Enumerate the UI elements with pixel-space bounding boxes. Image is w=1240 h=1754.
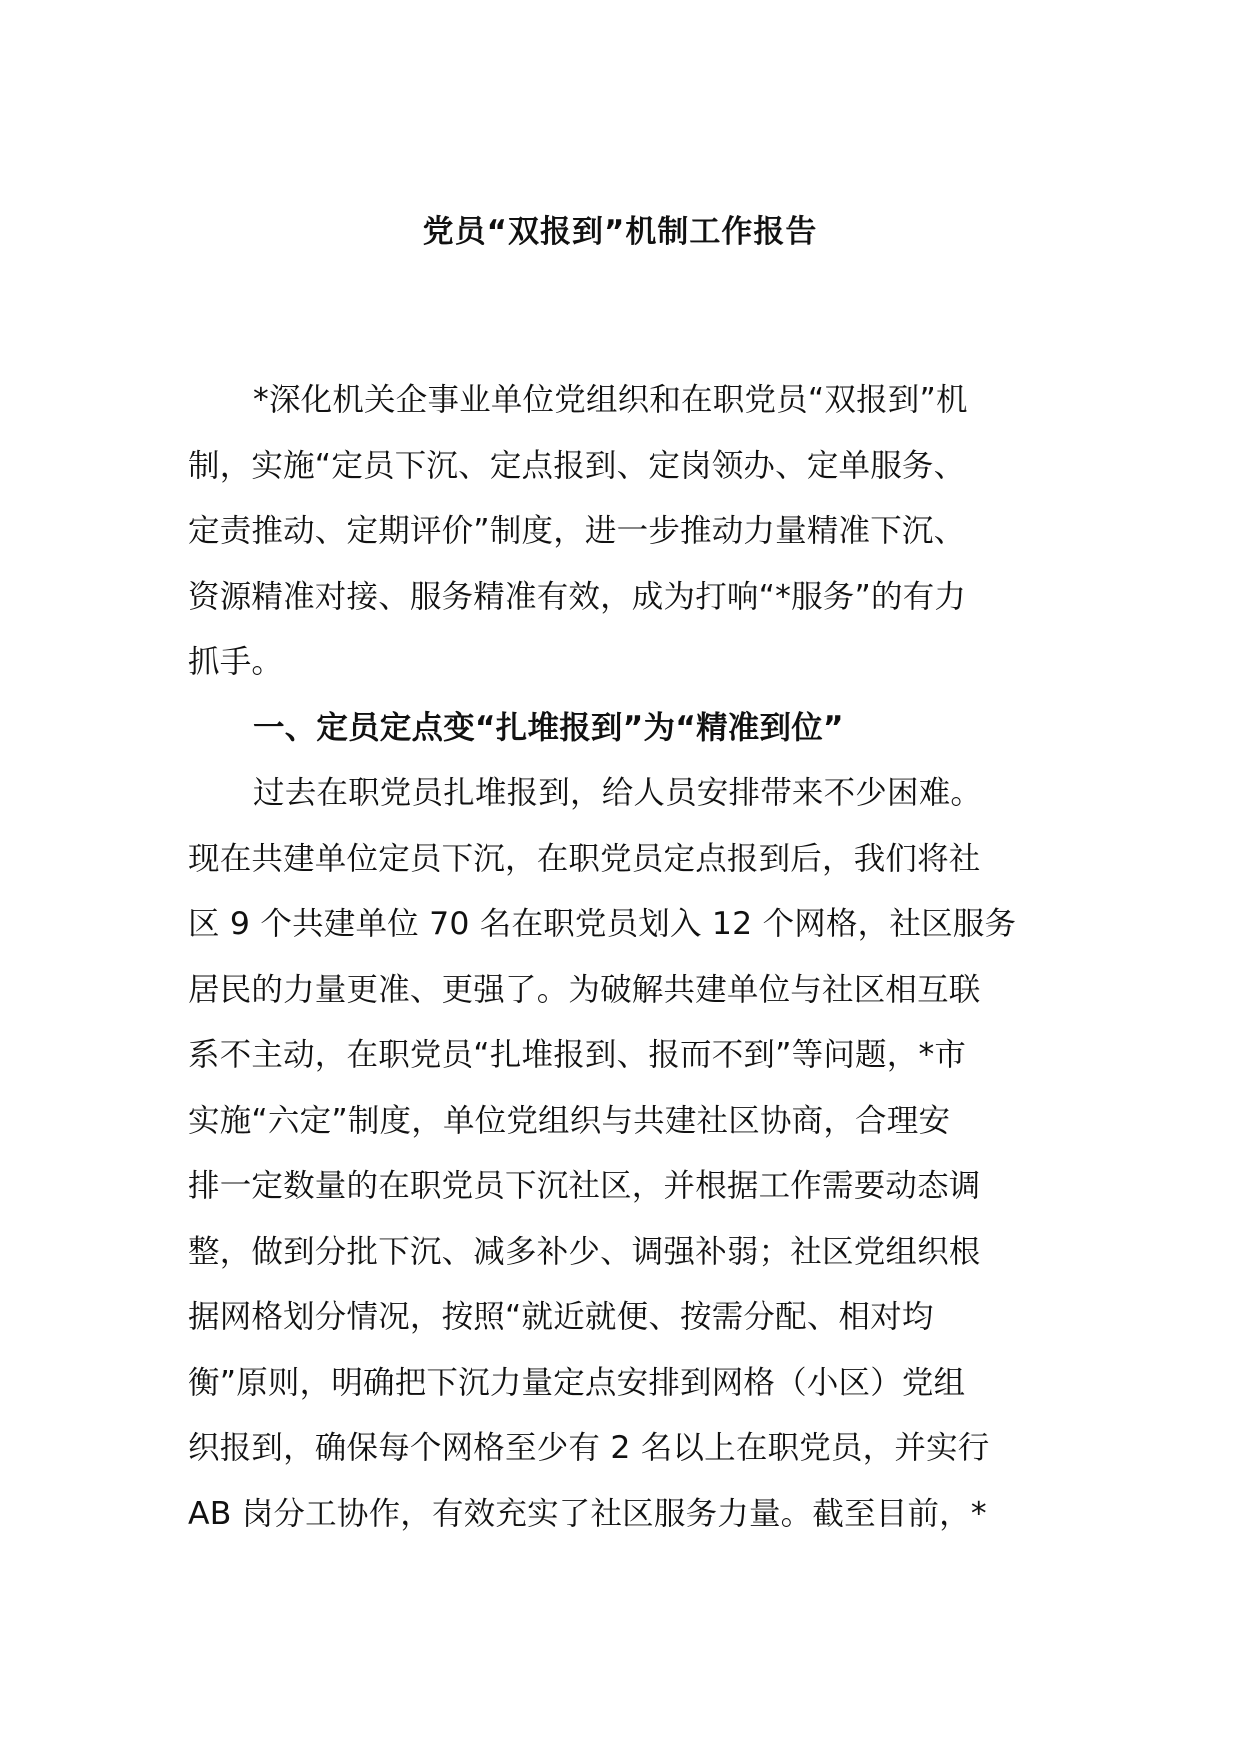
paragraph-intro-line: 抓手。: [188, 644, 284, 680]
paragraph-section-1-line: 居民的力量更准、更强了。为破解共建单位与社区相互联: [188, 971, 981, 1008]
paragraph-intro-line: *深化机关企事业单位党组织和在职党员“双报到”机: [253, 382, 968, 418]
paragraph-section-1-line: 现在共建单位定员下沉，在职党员定点报到后，我们将社: [188, 840, 981, 877]
paragraph-intro-line: 资源精准对接、服务精准有效，成为打响“*服务”的有力: [188, 578, 967, 615]
paragraph-section-1-line: 排一定数量的在职党员下沉社区，并根据工作需要动态调: [188, 1168, 981, 1204]
document-body: [188, 368, 1056, 1547]
paragraph-section-1-line: 据网格划分情况，按照“就近就便、按需分配、相对均: [188, 1299, 934, 1335]
paragraph-section-1-line: 实施“六定”制度，单位党组织与共建社区协商，合理安: [188, 1102, 951, 1139]
paragraph-intro-line: 制，实施“定员下沉、定点报到、定岗领办、定单服务、: [188, 447, 966, 484]
paragraph-section-1-line: 织报到，确保每个网格至少有 2 名以上在职党员，并实行: [188, 1430, 990, 1466]
paragraph-section-1-line: 衡”原则，明确把下沉力量定点安排到网格（小区）党组: [188, 1364, 966, 1401]
paragraph-section-1-line: AB 岗分工协作，有效充实了社区服务力量。截至目前，*: [188, 1495, 987, 1532]
section-heading-1: 一、定员定点变“扎堆报到”为“精准到位”: [253, 709, 844, 746]
document-title: 党员“双报到”机制工作报告: [422, 214, 818, 250]
paragraph-section-1-line: 系不主动，在职党员“扎堆报到、报而不到”等问题，*市: [188, 1037, 967, 1073]
paragraph-section-1-line: 区 9 个共建单位 70 名在职党员划入 12 个网格，社区服务: [188, 906, 1017, 942]
paragraph-section-1-line: 整，做到分批下沉、减多补少、调强补弱；社区党组织根: [188, 1233, 981, 1270]
paragraph-intro-line: 定责推动、定期评价”制度，进一步推动力量精准下沉、: [188, 513, 966, 549]
paragraph-section-1-line: 过去在职党员扎堆报到，给人员安排带来不少困难。: [253, 775, 983, 811]
